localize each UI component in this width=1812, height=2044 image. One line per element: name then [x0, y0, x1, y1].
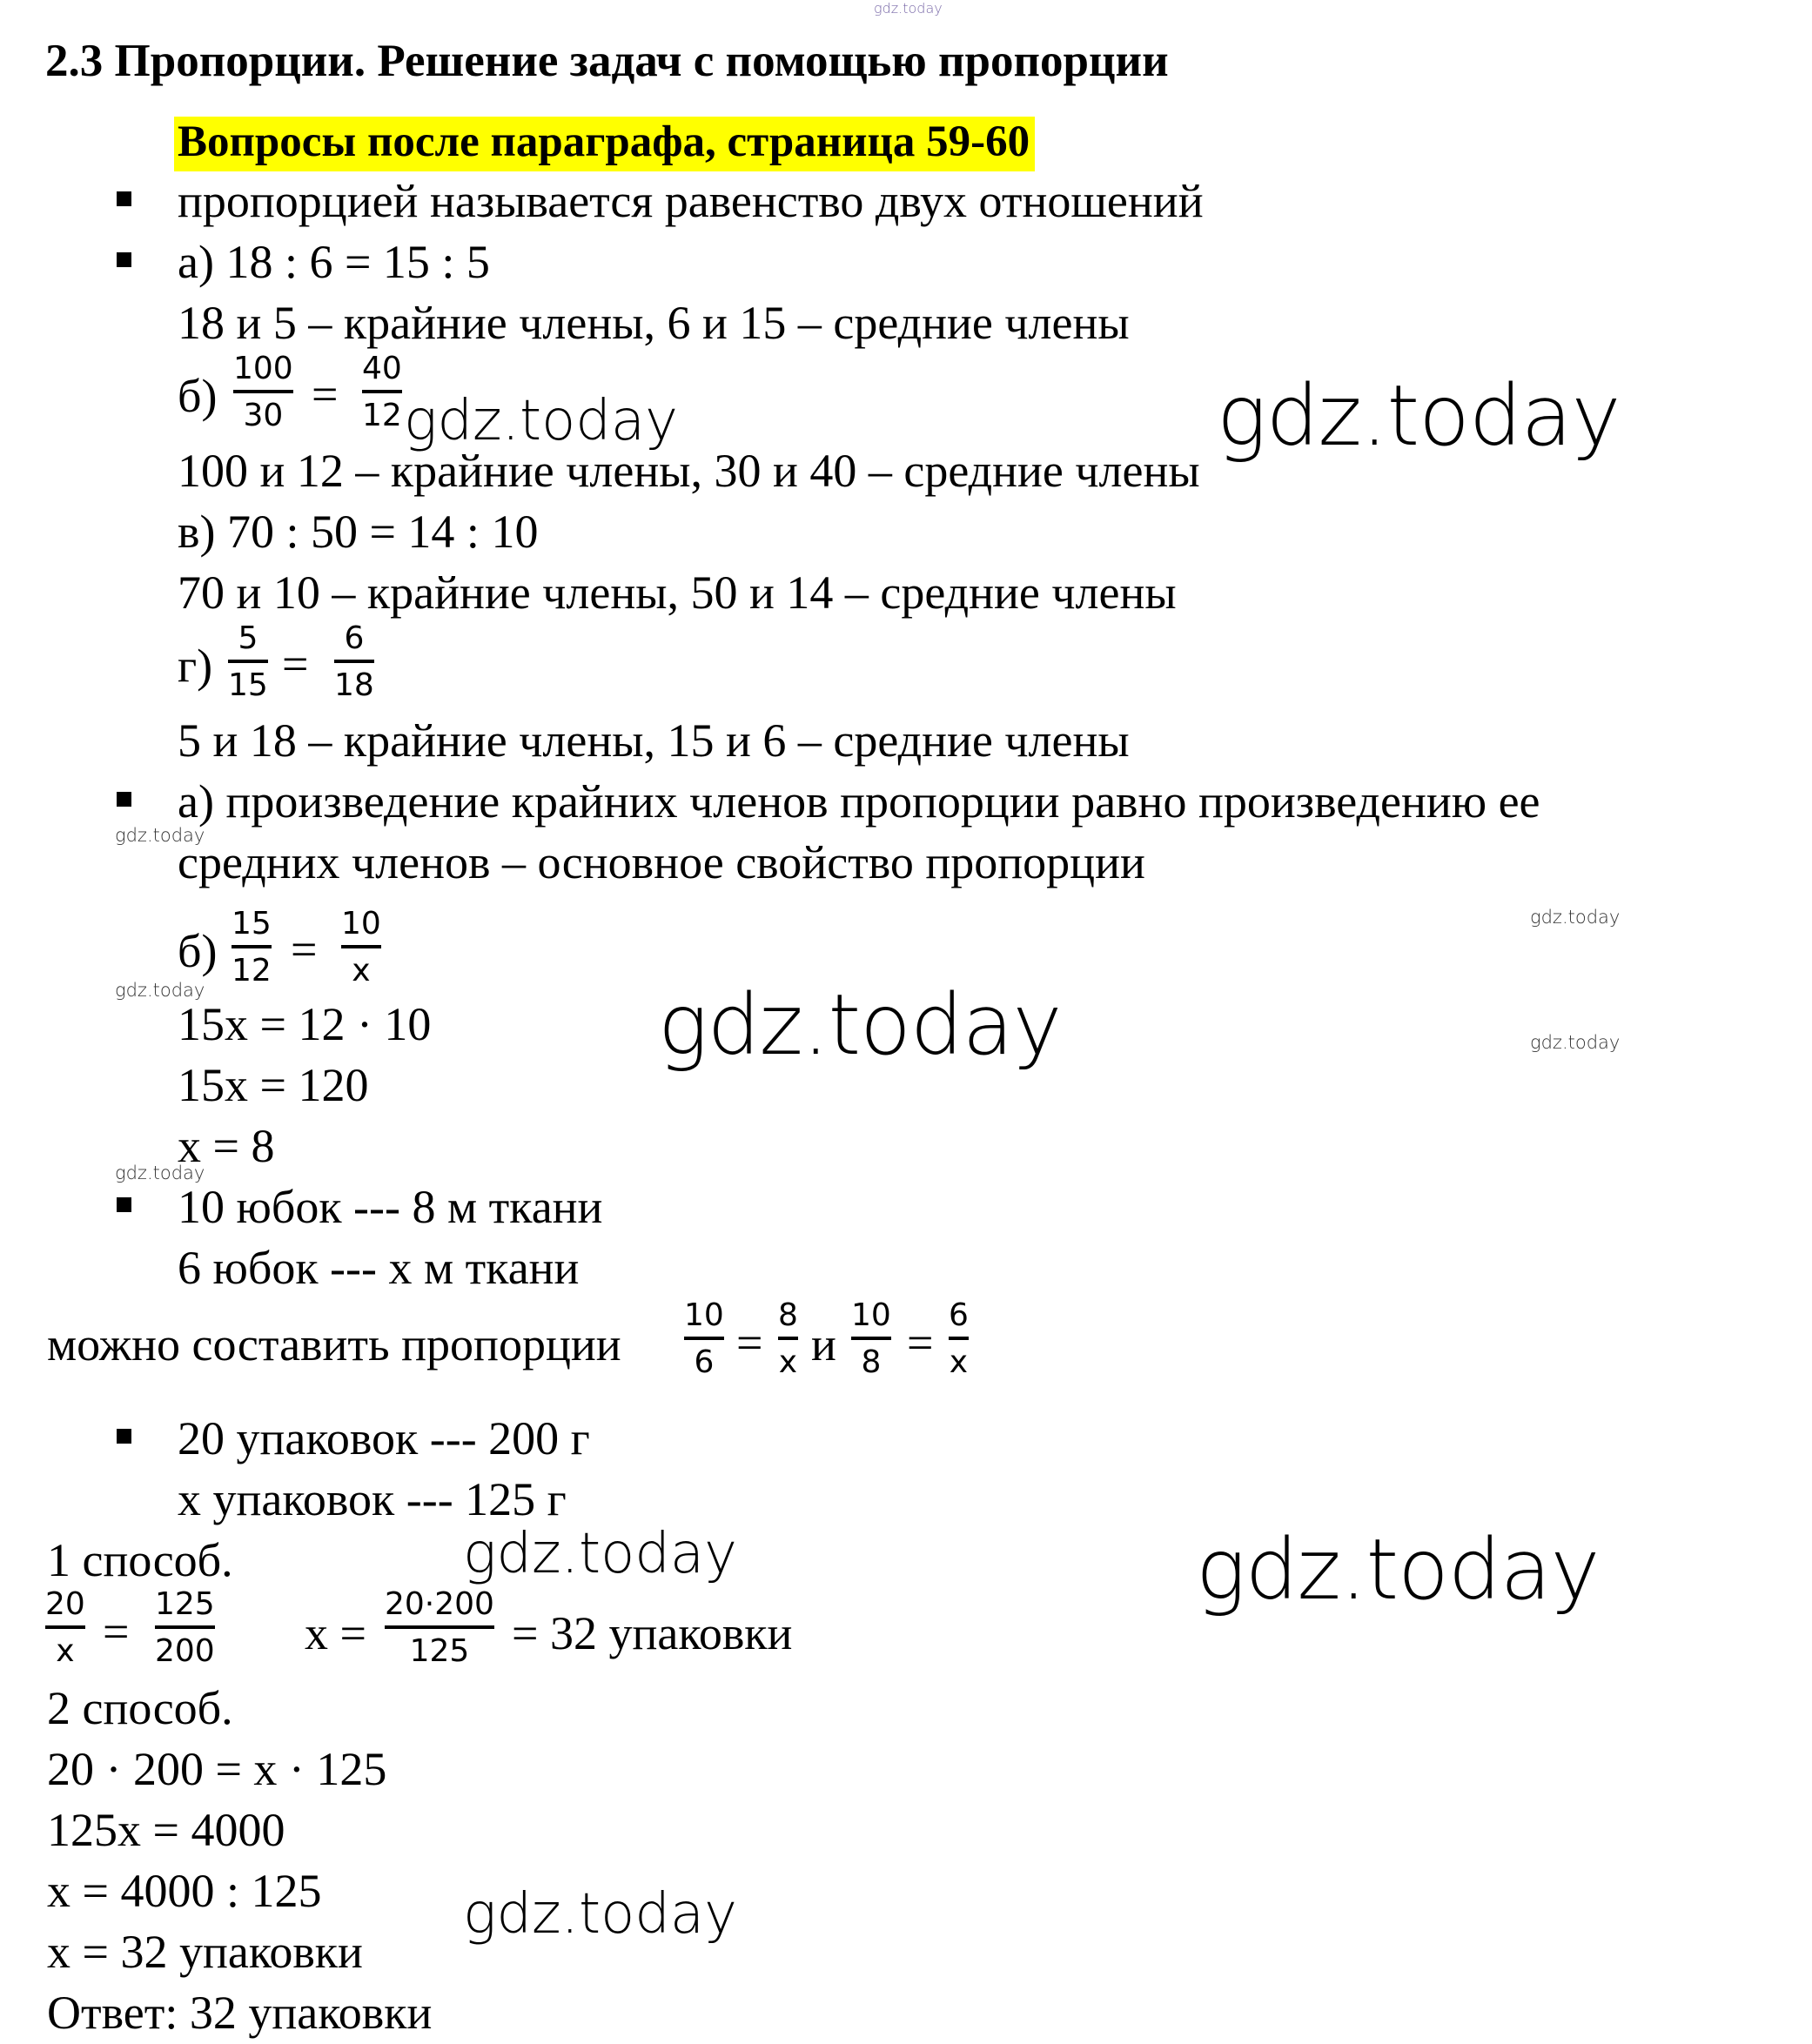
- bullet-q4: [117, 1197, 131, 1212]
- fraction-bar: [334, 660, 374, 663]
- numerator: 10: [684, 1297, 724, 1333]
- watermark: gdz.today: [463, 1522, 737, 1586]
- numerator: 6: [344, 620, 365, 656]
- fraction-bar: [362, 390, 402, 393]
- numerator: 5: [238, 620, 258, 656]
- q3-step2: 15x = 120: [178, 1059, 369, 1111]
- fraction-bar: [684, 1337, 724, 1340]
- watermark: gdz.today: [115, 825, 205, 846]
- q5-w2-line3: x = 4000 : 125: [47, 1865, 322, 1917]
- q3-a-line1: а) произведение крайних членов пропорции равно произведению ее: [178, 775, 1540, 828]
- fraction-bar: [155, 1625, 215, 1629]
- q3-b-equals: =: [291, 923, 318, 975]
- q4-equals-2: =: [907, 1317, 934, 1369]
- q5-answer: Ответ: 32 упаковки: [47, 1987, 433, 2039]
- q5-line1: 20 упаковок --- 200 г: [178, 1412, 590, 1464]
- watermark: gdz.today: [1196, 1521, 1600, 1618]
- denominator: 30: [243, 398, 284, 433]
- fraction-10-6: [684, 1297, 724, 1380]
- q2-v-terms: 70 и 10 – крайние члены, 50 и 14 – средние члены: [178, 566, 1177, 619]
- fraction-15-12: [232, 908, 272, 987]
- q2-g-equals: =: [282, 638, 309, 690]
- q5-way1-label: 1 способ.: [47, 1534, 233, 1586]
- q2-b-terms: 100 и 12 – крайние члены, 30 и 40 – средние члены: [178, 445, 1200, 497]
- fraction-6-x: [949, 1297, 969, 1380]
- q2-a-line: а) 18 : 6 = 15 : 5: [178, 236, 490, 288]
- q3-step1: 15x = 12 · 10: [178, 998, 432, 1050]
- q2-a-terms: 18 и 5 – крайние члены, 6 и 15 – средние члены: [178, 297, 1130, 349]
- section-subtitle: Вопросы после параграфа, страница 59-60: [174, 117, 1035, 171]
- page-title: 2.3 Пропорции. Решение задач с помощью пропорции: [45, 36, 1169, 86]
- watermark: gdz.today: [463, 1882, 737, 1947]
- q2-v-line: в) 70 : 50 = 14 : 10: [178, 506, 539, 558]
- denominator: 18: [334, 667, 374, 703]
- numerator: 20·200: [385, 1586, 494, 1622]
- watermark: gdz.today: [115, 1163, 205, 1183]
- denominator: 12: [232, 953, 272, 988]
- q4-line1: 10 юбок --- 8 м ткани: [178, 1181, 603, 1233]
- numerator: 8: [778, 1297, 798, 1333]
- fraction-6-18: [334, 620, 374, 703]
- denominator: x: [949, 1344, 969, 1380]
- fraction-bar: [341, 945, 381, 948]
- denominator: 6: [694, 1344, 715, 1380]
- bullet-q3: [117, 792, 131, 807]
- fraction-20-x: [45, 1586, 85, 1669]
- fraction-bar: [778, 1337, 798, 1340]
- fraction-20x200-125: [385, 1586, 494, 1669]
- q2-g-terms: 5 и 18 – крайние члены, 15 и 6 – средние члены: [178, 714, 1130, 767]
- fraction-bar: [385, 1625, 494, 1629]
- fraction-40-12: [362, 353, 402, 432]
- fraction-bar: [851, 1337, 891, 1340]
- fraction-bar: [45, 1625, 85, 1629]
- q5-way2-label: 2 способ.: [47, 1682, 233, 1734]
- q2-b-equals: =: [312, 368, 339, 420]
- q3-step3: x = 8: [178, 1120, 275, 1172]
- bullet-q1: [117, 191, 131, 206]
- numerator: 10: [341, 906, 381, 942]
- bullet-q2: [117, 252, 131, 267]
- q5-w1-equals: =: [103, 1605, 130, 1658]
- watermark: gdz.today: [404, 389, 678, 453]
- denominator: x: [56, 1633, 75, 1669]
- fraction-bar: [232, 945, 272, 948]
- watermark: gdz.today: [658, 976, 1062, 1074]
- q1-text: пропорцией называется равенство двух отношений: [178, 175, 1204, 227]
- fraction-5-15: [228, 620, 268, 703]
- q2-b-prefix: б): [178, 370, 218, 422]
- fraction-10-8: [851, 1297, 891, 1380]
- denominator: x: [778, 1344, 798, 1380]
- q5-w2-line4: x = 32 упаковки: [47, 1926, 363, 1978]
- bullet-q5: [117, 1429, 131, 1444]
- numerator: 10: [851, 1297, 891, 1333]
- denominator: 200: [155, 1633, 215, 1669]
- denominator: 12: [362, 398, 402, 433]
- q5-w1-result: = 32 упаковки: [512, 1607, 793, 1659]
- numerator: 40: [362, 351, 402, 386]
- q5-w1-x: x =: [305, 1607, 366, 1659]
- q3-b-prefix: б): [178, 925, 218, 977]
- denominator: 8: [861, 1344, 882, 1380]
- q3-a-line2: средних членов – основное свойство пропорции: [178, 836, 1145, 888]
- numerator: 6: [949, 1297, 969, 1333]
- fraction-125-200: [155, 1586, 215, 1669]
- fraction-8-x: [778, 1297, 798, 1380]
- q4-line2: 6 юбок --- x м ткани: [178, 1242, 580, 1294]
- watermark: gdz.today: [1530, 907, 1621, 928]
- numerator: 125: [155, 1586, 215, 1622]
- q4-equals-1: =: [736, 1317, 763, 1369]
- q5-line2: x упаковок --- 125 г: [178, 1473, 567, 1525]
- fraction-100-30: [233, 353, 293, 432]
- fraction-bar: [228, 660, 268, 663]
- fraction-10-x: [341, 908, 381, 987]
- q5-w2-line2: 125x = 4000: [47, 1804, 285, 1856]
- watermark: gdz.today: [115, 980, 205, 1001]
- watermark: gdz.today: [1530, 1032, 1621, 1053]
- fraction-bar: [949, 1337, 969, 1340]
- denominator: 15: [228, 667, 268, 703]
- denominator: 125: [409, 1633, 470, 1669]
- numerator: 15: [232, 906, 272, 942]
- numerator: 100: [233, 351, 293, 386]
- q2-g-prefix: г): [178, 640, 213, 692]
- watermark-top: gdz.today: [874, 0, 943, 17]
- q4-proportion-prefix: можно составить пропорции: [47, 1318, 621, 1370]
- numerator: 20: [45, 1586, 85, 1622]
- fraction-bar: [233, 390, 293, 393]
- watermark: gdz.today: [1217, 367, 1621, 465]
- q5-w2-line1: 20 · 200 = x · 125: [47, 1743, 387, 1795]
- denominator: x: [352, 953, 371, 988]
- q4-and: и: [811, 1318, 836, 1370]
